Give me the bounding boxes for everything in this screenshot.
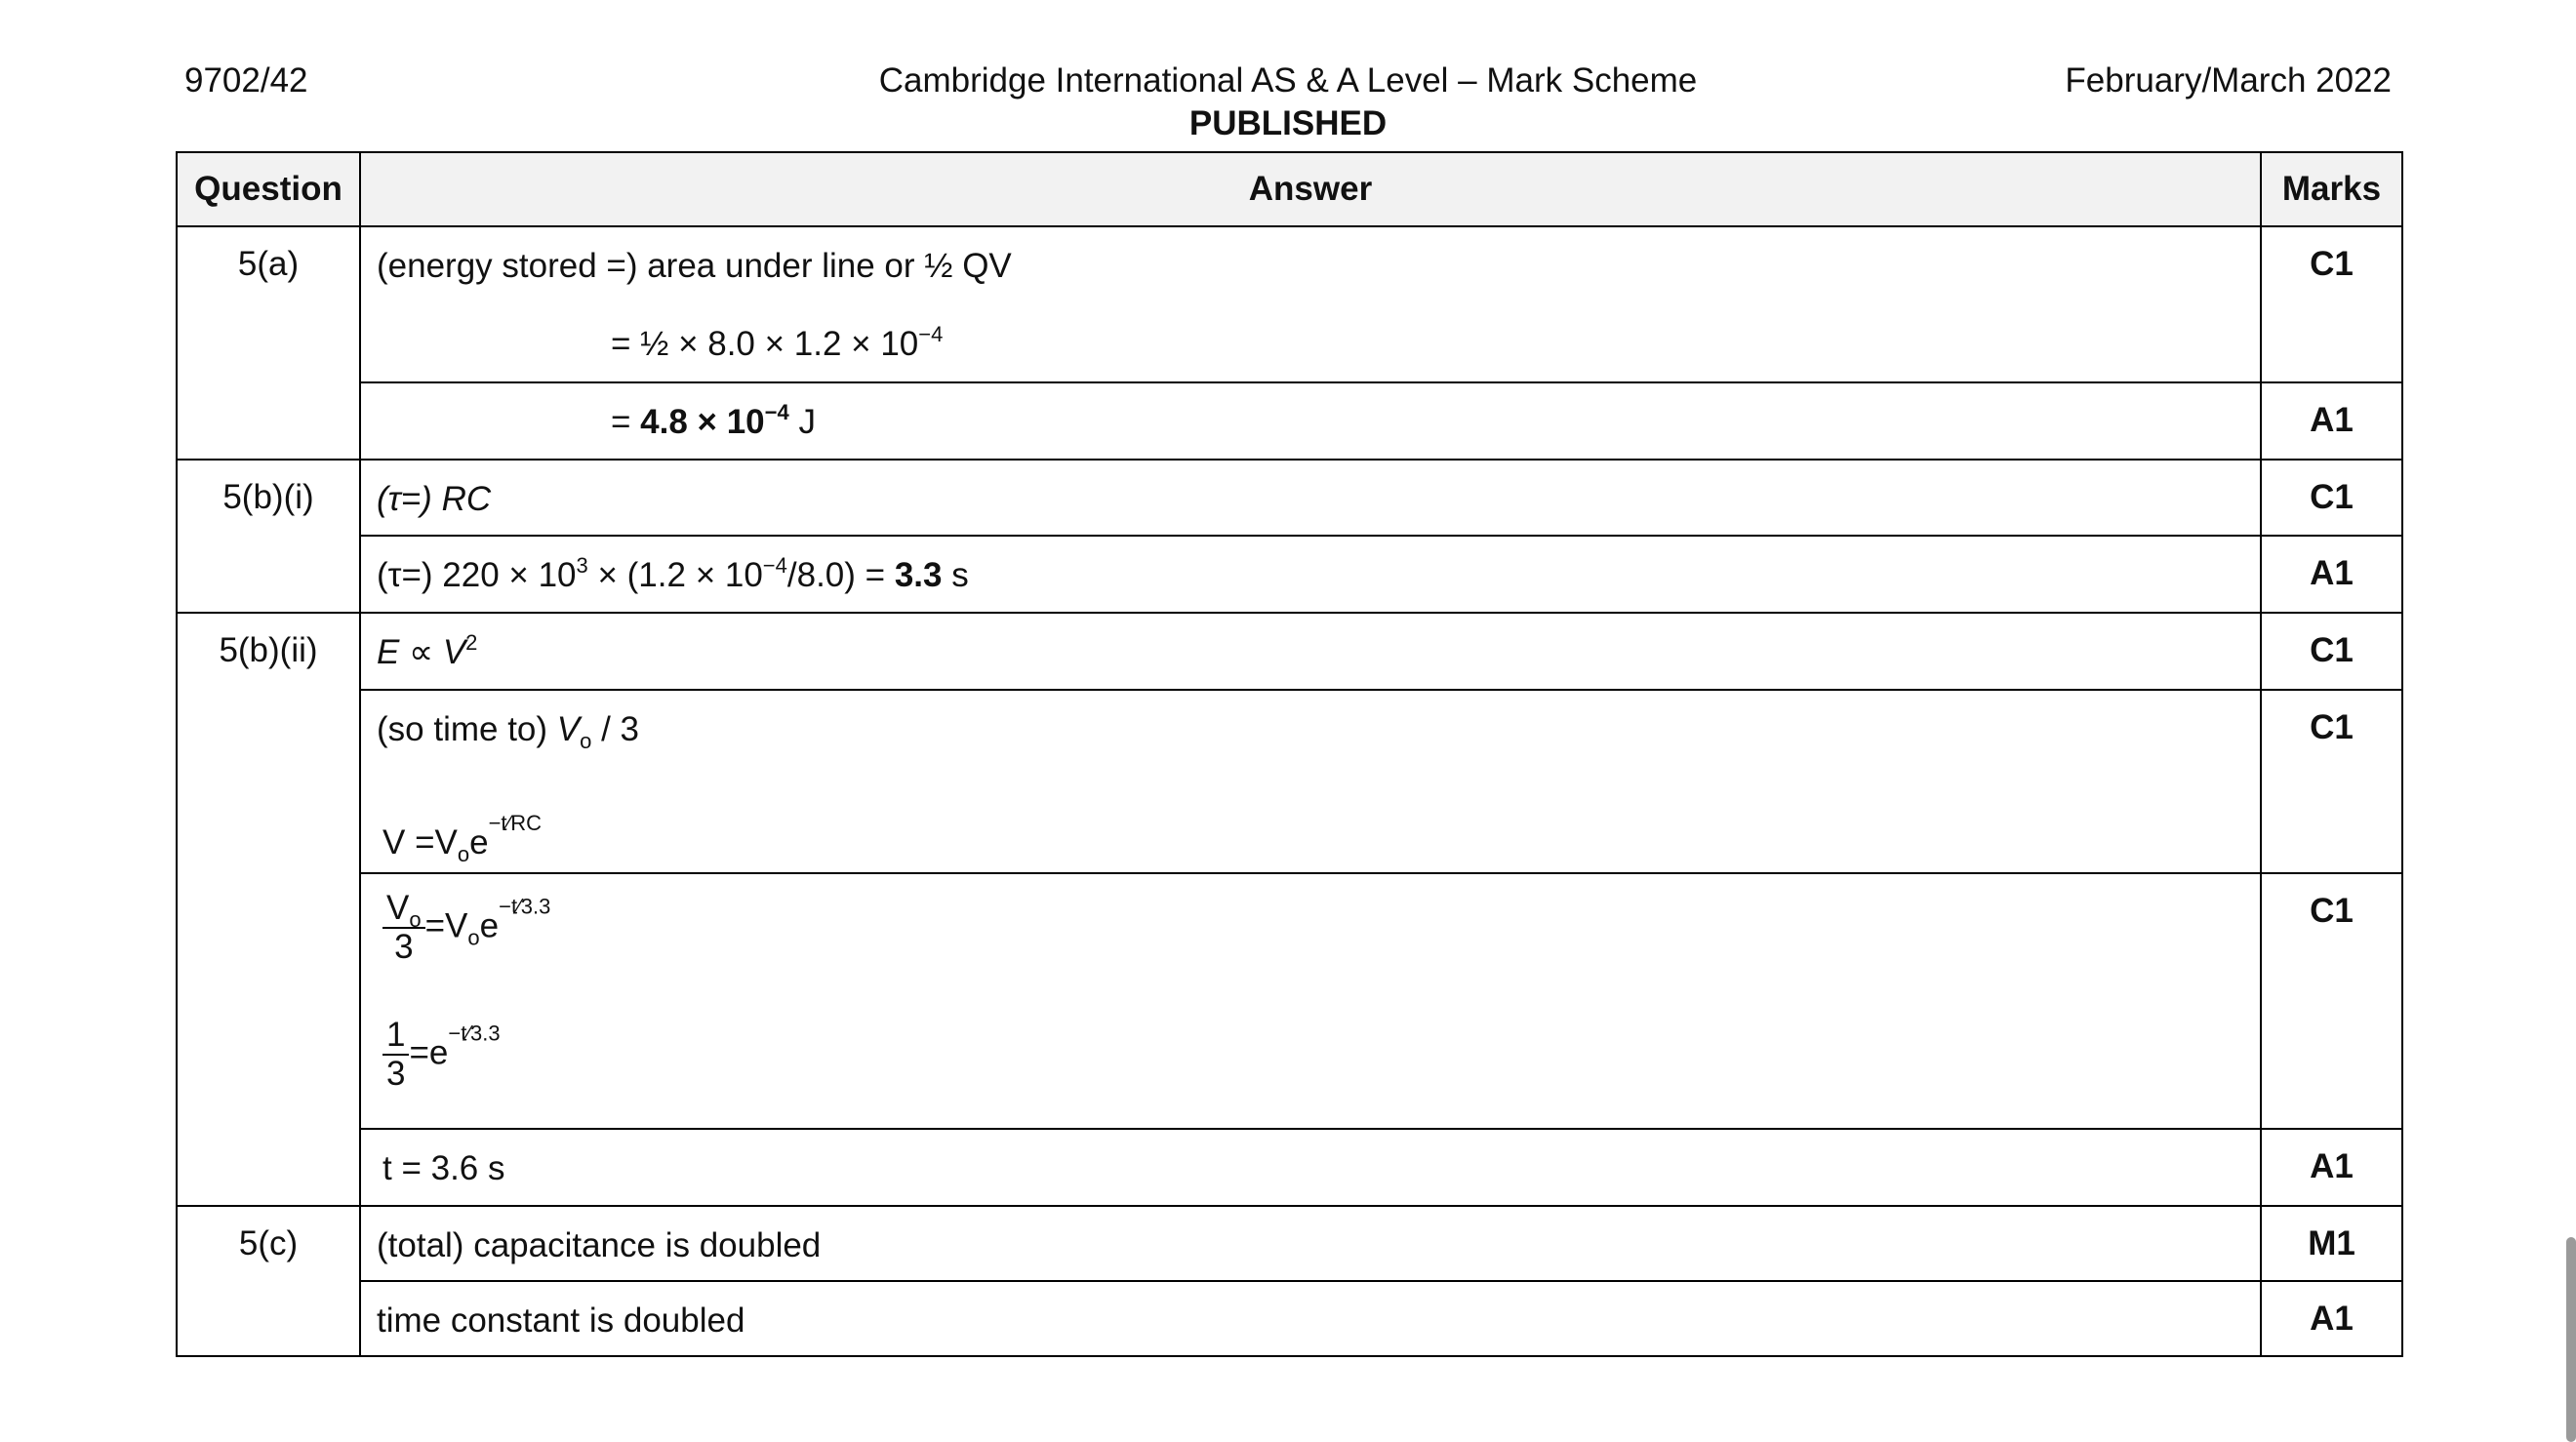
answer-value: 3.3 — [894, 556, 943, 594]
title-text: Cambridge International AS & A Level – Mark Scheme — [878, 61, 1698, 100]
expression: / 3 — [591, 710, 640, 748]
answer-line — [377, 399, 2244, 446]
answer-cell — [360, 1281, 2261, 1356]
expression: = ½ × 8.0 × 1.2 × 10 — [611, 325, 919, 363]
mark-code: A1 — [2261, 1281, 2402, 1356]
rc-symbol: RC — [441, 480, 492, 518]
expression: =V — [424, 906, 468, 945]
answer-cell — [360, 613, 2261, 690]
subscript: o — [457, 842, 470, 866]
mark-code: C1 — [2261, 460, 2402, 536]
mark-code: C1 — [2261, 226, 2402, 382]
expression: × (1.2 × 10 — [587, 556, 763, 594]
exponent: −4 — [918, 322, 944, 346]
answer-cell — [360, 873, 2261, 1129]
mark-code: A1 — [2261, 536, 2402, 613]
table-row — [177, 382, 2402, 460]
equation — [377, 890, 2244, 987]
fraction — [382, 1017, 409, 1093]
answer-line — [377, 800, 2244, 866]
unit: s — [942, 556, 969, 594]
answer-cell — [360, 1206, 2261, 1281]
energy-symbol: E — [377, 633, 400, 671]
question-number: 5(b)(i) — [177, 460, 360, 613]
mark-code: A1 — [2261, 1129, 2402, 1206]
subscript: o — [467, 925, 480, 950]
answer-cell — [360, 382, 2261, 460]
exponent: −4 — [762, 553, 787, 578]
answer-line — [377, 476, 2244, 523]
equation — [377, 1017, 2244, 1114]
table-row — [177, 1206, 2402, 1281]
expression: V =V — [382, 823, 458, 861]
fraction — [382, 890, 425, 966]
answer-cell — [360, 1129, 2261, 1206]
exponent: −t⁄3.3 — [448, 1021, 501, 1046]
column-header-answer: Answer — [360, 152, 2261, 226]
answer-line — [377, 629, 2244, 676]
tau-symbol: (τ=) — [377, 480, 442, 518]
mark-code: C1 — [2261, 613, 2402, 690]
voltage-symbol: V — [556, 710, 581, 748]
table-row — [177, 536, 2402, 613]
mark-scheme-table — [176, 151, 2403, 1357]
denominator: 3 — [394, 928, 414, 966]
expression: = — [611, 403, 641, 441]
answer-cell — [360, 690, 2261, 873]
exam-session: February/March 2022 — [2065, 61, 2392, 100]
question-number: 5(c) — [177, 1206, 360, 1356]
table-row — [177, 690, 2402, 873]
table-row — [177, 1281, 2402, 1356]
answer-line — [377, 706, 2244, 753]
table-row — [177, 1129, 2402, 1206]
answer-line: t = 3.6 s — [382, 1149, 505, 1187]
mark-code: A1 — [2261, 382, 2402, 460]
answer-cell — [360, 460, 2261, 536]
expression: e — [469, 823, 489, 861]
exponent: −4 — [764, 400, 789, 424]
expression: /8.0) = — [786, 556, 895, 594]
table-header-row — [177, 152, 2402, 226]
exponent: 2 — [465, 630, 478, 655]
expression: (τ=) 220 × 10 — [377, 556, 577, 594]
answer-value: 4.8 × 10 — [640, 403, 765, 441]
question-number: 5(a) — [177, 226, 360, 460]
exponent: −t⁄3.3 — [499, 894, 551, 919]
published-label: PUBLISHED — [1188, 104, 1388, 142]
answer-cell — [360, 536, 2261, 613]
mark-code: C1 — [2261, 690, 2402, 873]
table-row — [177, 226, 2402, 382]
mark-code: M1 — [2261, 1206, 2402, 1281]
numerator: 1 — [382, 1017, 409, 1056]
subscript: o — [409, 907, 422, 932]
expression: =e — [409, 1033, 449, 1072]
column-header-question: Question — [177, 152, 360, 226]
numerator: $V_o$ — [382, 890, 425, 929]
scrollbar-thumb[interactable] — [2566, 1237, 2576, 1442]
table-row — [177, 460, 2402, 536]
answer-line: time constant is doubled — [377, 1302, 745, 1340]
answer-cell — [360, 226, 2261, 382]
column-header-marks: Marks — [2261, 152, 2402, 226]
exponent: −t⁄RC — [488, 811, 542, 835]
table-row — [177, 873, 2402, 1129]
answer-line — [377, 552, 2244, 599]
paper-code: 9702/42 — [184, 61, 308, 100]
voltage-symbol: V — [442, 633, 466, 671]
answer-line: (total) capacitance is doubled — [377, 1226, 822, 1264]
expression: (so time to) — [377, 710, 557, 748]
denominator: 3 — [386, 1055, 406, 1093]
unit: J — [788, 403, 816, 441]
proportional-symbol: ∝ — [399, 633, 443, 671]
table-row — [177, 613, 2402, 690]
answer-line — [377, 321, 2244, 368]
expression: e — [479, 906, 500, 945]
subscript: o — [580, 729, 592, 753]
answer-line: (energy stored =) area under line or ½ QV — [377, 247, 1012, 285]
exponent: 3 — [576, 553, 588, 578]
mark-code: C1 — [2261, 873, 2402, 1129]
question-number: 5(b)(ii) — [177, 613, 360, 1206]
